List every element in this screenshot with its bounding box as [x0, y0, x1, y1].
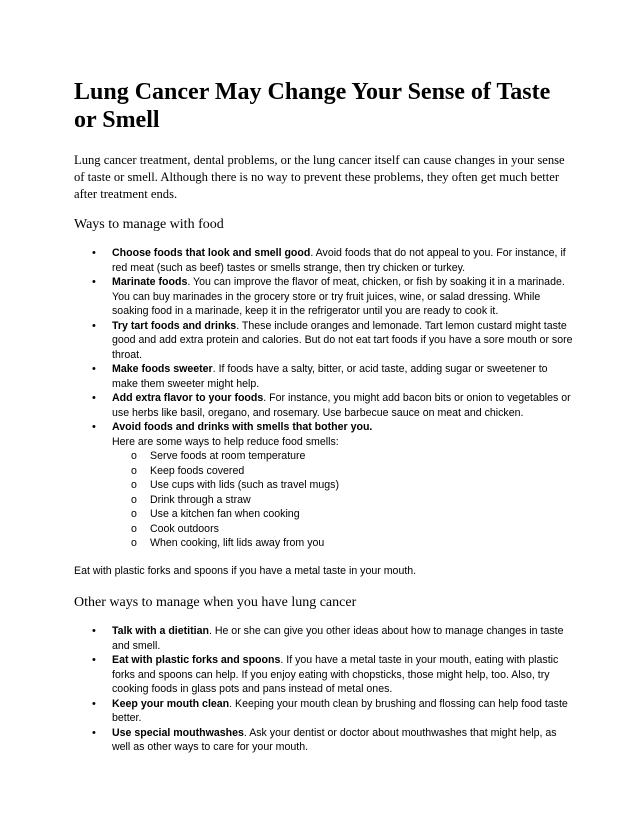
item-bold: Avoid foods and drinks with smells that bother you.	[112, 421, 373, 433]
sublist-item	[112, 449, 574, 464]
item-bold: Keep your mouth clean	[112, 697, 230, 710]
list-item	[74, 362, 574, 391]
list-item	[74, 319, 574, 363]
item-bold: Use special mouthwashes	[112, 726, 244, 739]
list-item	[74, 624, 574, 653]
intro-paragraph: Lung cancer treatment, dental problems, or the lung cancer itself can cause changes in your sense of taste or smell. Although there is no way to prevent these problems, they often get much better after treatment ends.	[74, 153, 565, 201]
list-item	[74, 653, 574, 697]
item-bold: Eat with plastic forks and spoons	[112, 654, 281, 666]
bullet-icon: •	[92, 392, 96, 404]
list-item	[74, 391, 574, 420]
circle-bullet-icon: o	[131, 450, 137, 462]
bullet-icon: •	[92, 654, 96, 666]
sublist-item	[112, 507, 574, 522]
sublist-item-text: Keep foods covered	[150, 464, 245, 477]
list-item	[74, 726, 574, 755]
bullet-icon: •	[92, 363, 96, 375]
item-text: . If foods have a salty, bitter, or acid taste, adding sugar or sweetener to make them sweeter might help.	[112, 363, 548, 390]
item-bold: Make foods sweeter	[112, 363, 213, 375]
list-item	[74, 246, 574, 275]
bullet-icon: •	[92, 319, 96, 332]
item-text: . Ask your dentist or doctor about mouthwashes that might help, as well as other ways to care for your mouth.	[112, 726, 557, 753]
metal-taste-note: Eat with plastic forks and spoons if you have a metal taste in your mouth.	[74, 564, 417, 577]
document-page	[74, 78, 574, 768]
smell-intro-text: Here are some ways to help reduce food smells:	[112, 435, 339, 448]
list-item	[74, 275, 574, 319]
sublist-item	[112, 522, 574, 537]
section-heading-food: Ways to manage with food	[74, 217, 224, 232]
item-text: . You can improve the flavor of meat, chicken, or fish by soaking it in a marinade. You can buy marinades in the grocery store or try fruit juices, wine, or salad dressing. While soaking food in a marinade, keep it in the refrigerator until you are ready to cook it.	[112, 276, 565, 317]
page-title: Lung Cancer May Change Your Sense of Taste or Smell	[74, 79, 551, 133]
item-text: . Avoid foods that do not appeal to you. For instance, if red meat (such as beef) tastes or smells strange, then try chicken or turkey.	[112, 247, 566, 274]
list-item	[74, 420, 574, 551]
bullet-icon: •	[92, 247, 96, 259]
item-text: . Keeping your mouth clean by brushing and flossing can help food taste better.	[112, 697, 568, 724]
item-text: . These include oranges and lemonade. Tart lemon custard might taste good and add extra protein and calories. But do not eat tart foods if you have a sore mouth or sore throat.	[112, 319, 573, 361]
circle-bullet-icon: o	[131, 464, 137, 477]
sublist-item	[112, 493, 574, 508]
item-bold: Choose foods that look and smell good	[112, 247, 311, 259]
bullet-icon: •	[92, 421, 96, 433]
item-text: . If you have a metal taste in your mouth, eating with plastic forks and spoons can help. If you enjoy eating with chopsticks, those might help, too. Also, try cooking foods in glass pots and pans instead of metal ones.	[112, 654, 559, 695]
item-bold: Try tart foods and drinks	[112, 319, 237, 332]
circle-bullet-icon: o	[131, 522, 137, 535]
sublist-item	[112, 536, 574, 551]
sublist-item	[112, 478, 574, 493]
bullet-icon: •	[92, 625, 96, 637]
sublist-item-text: Serve foods at room temperature	[150, 450, 306, 462]
item-bold: Talk with a dietitian	[112, 625, 209, 637]
circle-bullet-icon: o	[131, 508, 137, 520]
item-text: . For instance, you might add bacon bits or onion to vegetables or use herbs like basil, oregano, and rosemary. Use barbecue sauce on meat and chicken.	[112, 392, 571, 419]
sublist-item-text: When cooking, lift lids away from you	[150, 537, 325, 549]
section-heading-other: Other ways to manage when you have lung cancer	[74, 595, 357, 610]
sublist-item	[112, 464, 574, 479]
item-bold: Marinate foods	[112, 276, 188, 288]
bullet-icon: •	[92, 697, 96, 710]
sublist-item-text: Drink through a straw	[150, 493, 251, 506]
circle-bullet-icon: o	[131, 537, 137, 549]
other-tips-list	[74, 624, 574, 755]
sublist-item-text: Cook outdoors	[150, 522, 219, 535]
sublist-item-text: Use cups with lids (such as travel mugs)	[150, 479, 339, 491]
bullet-icon: •	[92, 276, 96, 288]
item-text: . He or she can give you other ideas about how to manage changes in taste and smell.	[112, 625, 564, 652]
circle-bullet-icon: o	[131, 493, 137, 506]
sublist-item-text: Use a kitchen fan when cooking	[150, 508, 300, 520]
circle-bullet-icon: o	[131, 479, 137, 491]
smell-tips-sublist	[112, 449, 574, 551]
food-tips-list	[74, 246, 574, 551]
item-bold: Add extra flavor to your foods	[112, 392, 264, 404]
bullet-icon: •	[92, 726, 96, 739]
list-item	[74, 697, 574, 726]
